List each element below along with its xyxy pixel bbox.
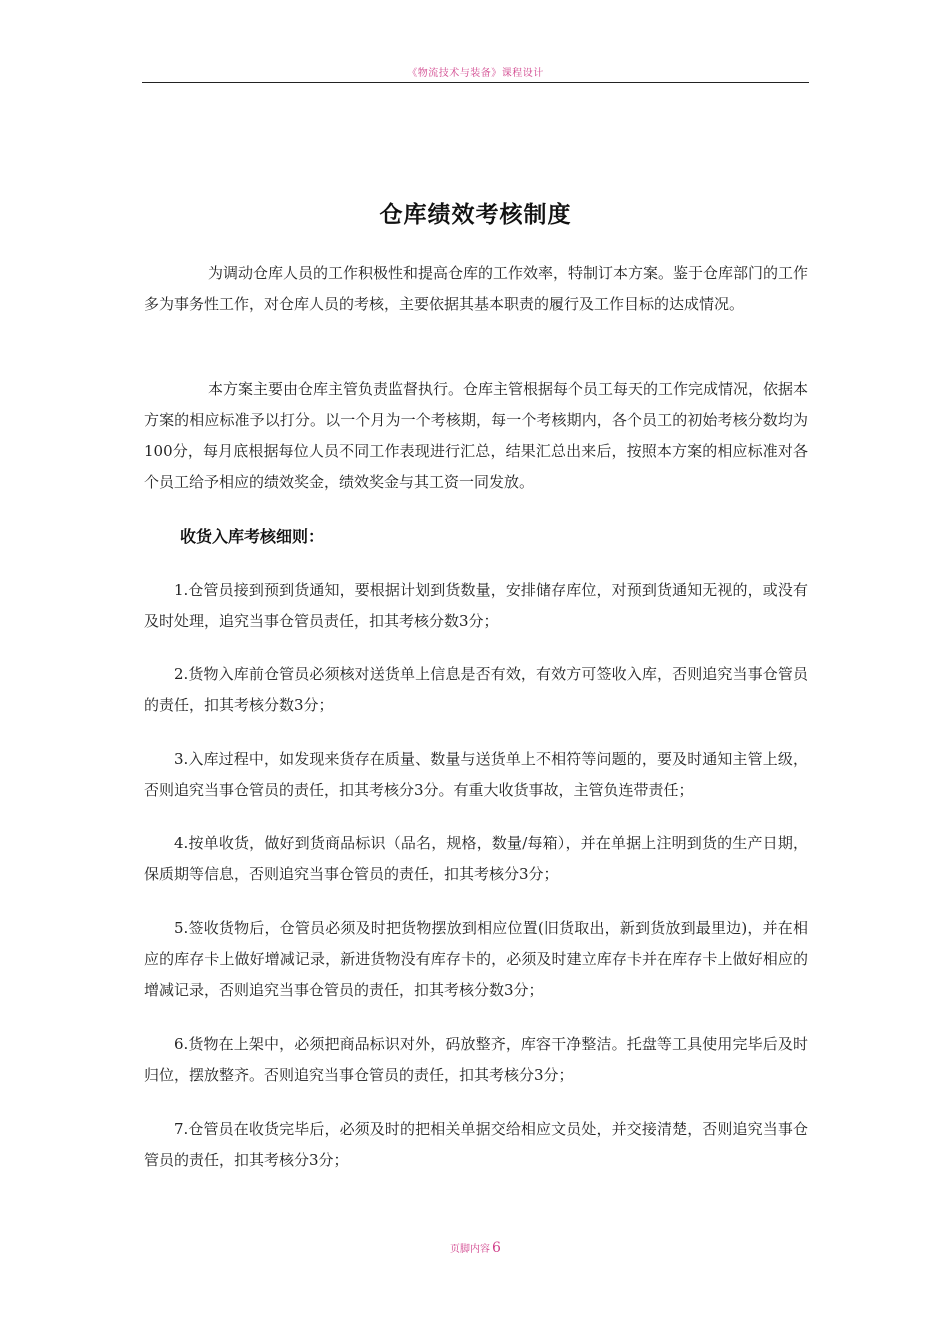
rule-item-5: 5.签收货物后，仓管员必须及时把货物摆放到相应位置(旧货取出，新到货放到最里边)，并在相应的库存卡上做好增减记录，新进货物没有库存卡的，必须及时建立库存卡并在库存卡上做好相应的增减记录，否则追究当事仓管员的责任，扣其考核分数3分； xyxy=(144,919,808,999)
rule-item-6: 6.货物在上架中，必须把商品标识对外，码放整齐，库容干净整洁。托盘等工具使用完毕后及时归位，摆放整齐。否则追究当事仓管员的责任，扣其考核分3分； xyxy=(144,1035,808,1084)
rule-item-4: 4.按单收货，做好到货商品标识（品名，规格，数量/每箱），并在单据上注明到货的生产日期，保质期等信息，否则追究当事仓管员的责任，扣其考核分3分； xyxy=(144,834,808,883)
section-heading: 收货入库考核细则： xyxy=(180,527,325,546)
intro-paragraph-2: 本方案主要由仓库主管负责监督执行。仓库主管根据每个员工每天的工作完成情况，依据本方案的相应标准予以打分。以一个月为一个考核期，每一个考核期内，各个员工的初始考核分数均为100分，每月底根据每位人员不同工作表现进行汇总，结果汇总出来后，按照本方案的相应标准对各个员工给予相应的绩效奖金，绩效奖金与其工资一同发放。 xyxy=(144,380,809,491)
page-number: 6 xyxy=(492,1240,501,1256)
rule-item-3: 3.入库过程中，如发现来货存在质量、数量与送货单上不相符等问题的，要及时通知主管上级，否则追究当事仓管员的责任，扣其考核分3分。有重大收货事故，主管负连带责任； xyxy=(144,750,808,799)
header-divider xyxy=(142,82,809,83)
rule-item-1: 1.仓管员接到预到货通知，要根据计划到货数量，安排储存库位，对预到货通知无视的，或没有及时处理，追究当事仓管员责任，扣其考核分数3分； xyxy=(144,581,808,630)
footer-label: 页脚内容 xyxy=(450,1244,491,1255)
rule-item-7: 7.仓管员在收货完毕后，必须及时的把相关单据交给相应文员处，并交接清楚，否则追究当事仓管员的责任，扣其考核分3分； xyxy=(144,1120,808,1169)
page-footer xyxy=(142,1240,809,1256)
page-header: 《物流技术与装备》课程设计 xyxy=(407,68,544,79)
rule-item-2: 2.货物入库前仓管员必须核对送货单上信息是否有效，有效方可签收入库，否则追究当事仓管员的责任，扣其考核分数3分； xyxy=(144,665,808,714)
intro-paragraph-1: 为调动仓库人员的工作积极性和提高仓库的工作效率，特制订本方案。鉴于仓库部门的工作多为事务性工作，对仓库人员的考核，主要依据其基本职责的履行及工作目标的达成情况。 xyxy=(144,264,809,313)
document-title: 仓库绩效考核制度 xyxy=(379,202,572,228)
